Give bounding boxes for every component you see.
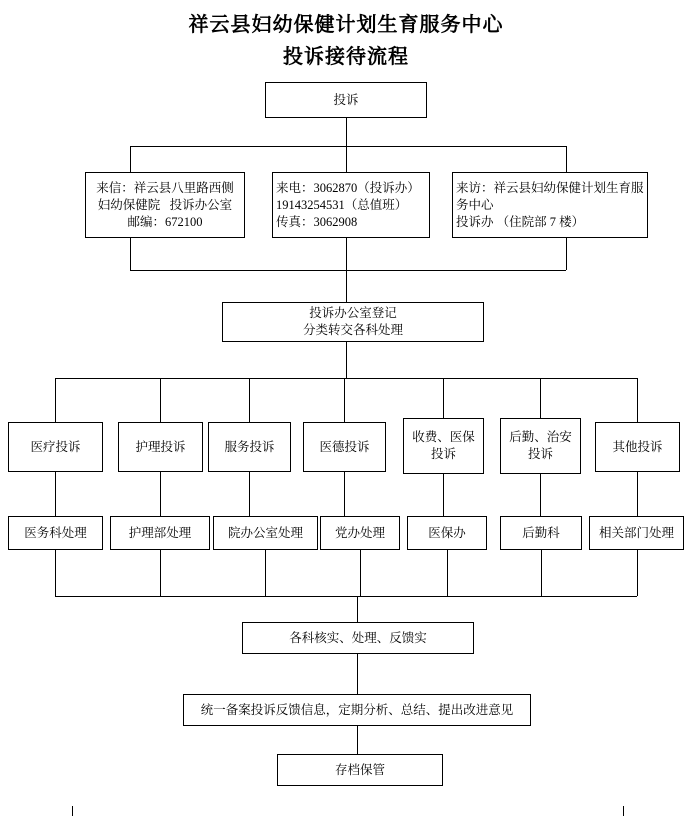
connector-handler-0-down [55,550,56,596]
connector-phone-down2 [346,238,347,270]
node-category-5-line2: 投诉 [527,447,553,461]
node-category-4 [403,418,484,474]
connector-cat-4-down [443,378,444,422]
node-handler-2 [213,516,318,550]
connector-cat-5-to-handler [540,474,541,516]
connector-handler-4-down [447,550,448,596]
connector-handler-2-down [265,550,266,596]
node-handler-0-label: 医务科处理 [24,525,87,540]
node-visit [452,172,648,238]
connector-register-in [346,270,347,302]
node-letter-line1: 来信：祥云县八里路西侧 [96,180,234,195]
connector-verify-in [357,596,358,622]
node-verify [242,622,474,654]
connector-cat-4-to-handler [443,474,444,516]
connector-category-bus [55,378,637,379]
connector-cat-3-down [344,378,345,422]
node-category-3-label: 医德投诉 [319,439,370,454]
connector-letter-down [130,146,131,172]
connector-cat-2-to-handler [249,472,250,516]
node-letter-line2: 妇幼保健院 投诉办公室 [97,197,233,212]
node-letter-line3: 邮编：672100 [127,214,203,229]
node-handler-1 [110,516,210,550]
connector-handler-3-down [360,550,361,596]
node-register-line1: 投诉办公室登记 [309,306,397,320]
connector-cat-0-down [55,378,56,422]
connector-visit-down [566,146,567,172]
node-handler-3-label: 党办处理 [334,525,385,540]
connector-handler-merge-bus [55,596,637,597]
node-handler-1-label: 护理部处理 [128,525,192,540]
node-category-4-line2: 投诉 [430,447,456,461]
page-title-line1: 祥云县妇幼保健计划生育服务中心 [188,14,504,36]
connector-cat-6-to-handler [637,472,638,516]
node-archive-feedback [183,694,531,726]
node-handler-4-label: 医保办 [428,525,466,540]
node-category-1 [118,422,203,472]
node-storage [277,754,443,786]
connector-letter-down2 [130,238,131,270]
node-category-2 [208,422,291,472]
node-handler-5-label: 后勤科 [522,525,560,540]
node-handler-6 [589,516,684,550]
node-category-1-label: 护理投诉 [135,439,186,454]
node-visit-line2: 务中心 [456,197,494,212]
node-register [222,302,484,342]
connector-archive-down [357,726,358,754]
node-complaint [265,82,427,118]
connector-cat-2-down [249,378,250,422]
page-edge-left [72,806,73,816]
node-handler-5 [500,516,582,550]
connector-intake-bus [130,146,566,147]
page-edge-right [623,806,624,816]
node-category-0-label: 医疗投诉 [30,439,81,454]
node-category-5-line1: 后勤、治安 [509,430,572,444]
node-phone [272,172,430,238]
node-phone-line3: 传真：3062908 [276,214,358,229]
node-category-5 [500,418,581,474]
page-title-line2: 投诉接待流程 [283,46,409,68]
node-complaint-label: 投诉 [333,92,359,107]
node-category-4-line1: 收费、医保 [412,430,475,444]
connector-phone-down [346,146,347,172]
connector-handler-5-down [541,550,542,596]
node-verify-label: 各科核实、处理、反馈实 [289,630,427,645]
node-handler-0 [8,516,103,550]
connector-cat-0-to-handler [55,472,56,516]
connector-cat-1-to-handler [160,472,161,516]
node-handler-2-label: 院办公室处理 [227,525,303,540]
connector-cat-5-down [540,378,541,422]
connector-verify-down [357,654,358,694]
connector-register-down [346,342,347,378]
connector-visit-down2 [566,238,567,270]
node-category-6-label: 其他投诉 [612,439,663,454]
node-category-3 [303,422,386,472]
connector-handler-1-down [160,550,161,596]
node-handler-6-label: 相关部门处理 [598,525,674,540]
node-category-6 [595,422,680,472]
node-handler-3 [320,516,400,550]
connector-cat-6-down [637,378,638,422]
node-handler-4 [407,516,487,550]
node-register-line2: 分类转交各科处理 [302,323,403,337]
node-category-2-label: 服务投诉 [224,439,275,454]
connector-handler-6-down [637,550,638,596]
node-category-0 [8,422,103,472]
connector-cat-3-to-handler [344,472,345,516]
connector-complaint-down [346,118,347,146]
connector-cat-1-down [160,378,161,422]
connector-intake-merge-bus [130,270,566,271]
node-phone-line2: 19143254531（总值班） [276,197,408,212]
node-archive-feedback-label: 统一备案投诉反馈信息，定期分析、总结、提出改进意见 [200,702,514,717]
node-letter [85,172,245,238]
node-visit-line1: 来访：祥云县妇幼保健计划生育服 [456,180,644,195]
node-phone-line1: 来电：3062870（投诉办） [276,180,420,195]
node-storage-label: 存档保管 [334,762,385,777]
node-visit-line3: 投诉办 （住院部 7 楼） [456,214,585,229]
